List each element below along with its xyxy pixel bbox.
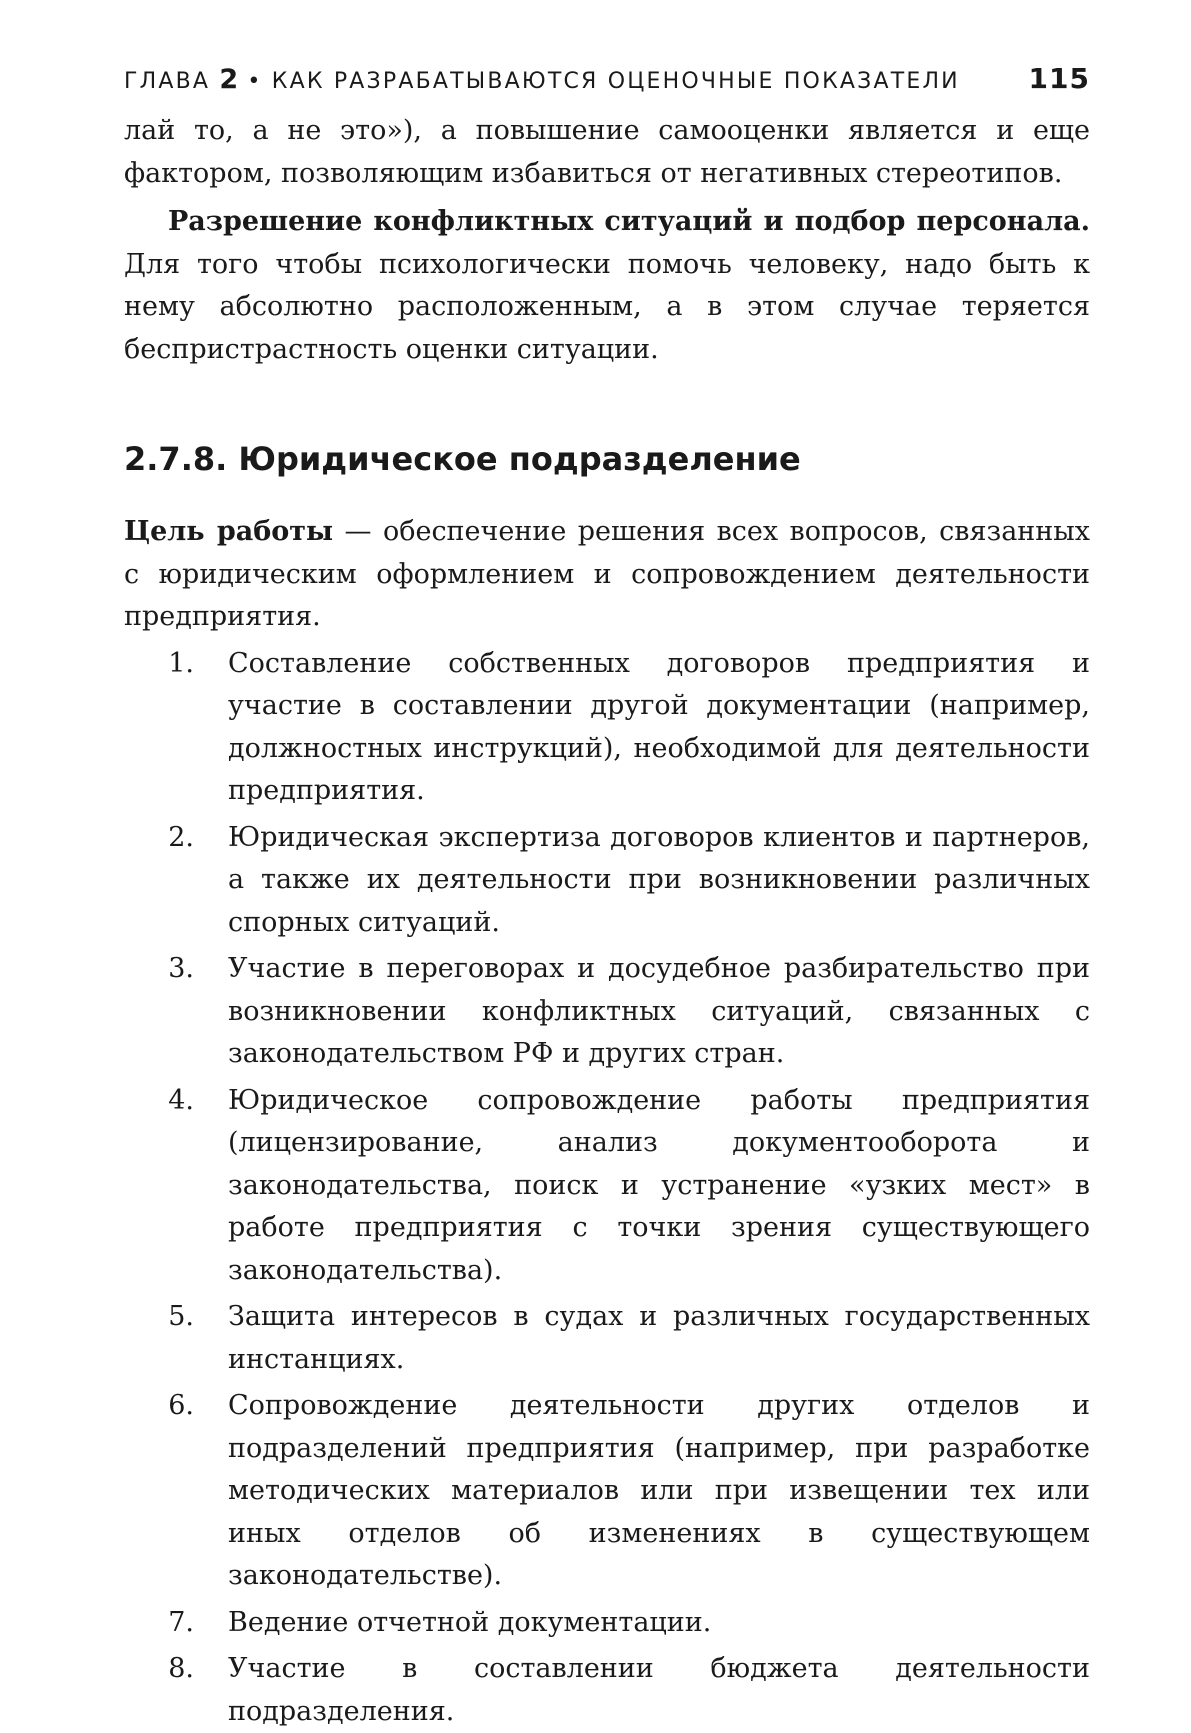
list-item bbox=[124, 817, 1090, 945]
list-item bbox=[124, 948, 1090, 1076]
header-separator: • bbox=[247, 69, 262, 94]
paragraph-lead-bold: Разрешение конфликтных ситуаций и подбор персонала. bbox=[168, 206, 1090, 237]
list-item-text: Сопровождение деятельности других отделов и подразделений предприятия (например, при разработке методических материалов или при извещении тех или иных отделов об изменениях в существующем законодательстве). bbox=[228, 1385, 1090, 1598]
list-item-number: 5. bbox=[124, 1296, 228, 1381]
list-item bbox=[124, 1602, 1090, 1645]
goal-label: Цель работы bbox=[124, 516, 333, 547]
duties-list bbox=[124, 643, 1090, 1733]
section-title: 2.7.8. Юридическое подразделение bbox=[124, 437, 1090, 481]
list-item-text: Защита интересов в судах и различных государственных инстанциях. bbox=[228, 1296, 1090, 1381]
chapter-number: 2 bbox=[219, 64, 238, 95]
running-header bbox=[124, 62, 1090, 102]
list-item-number: 2. bbox=[124, 817, 228, 945]
paragraph-body: Для того чтобы психологически помочь человеку, надо быть к нему абсолютно расположенным, а в этом случае теряется беспристрастность оценки ситуации. bbox=[124, 249, 1090, 365]
list-item-number: 3. bbox=[124, 948, 228, 1076]
intro-paragraph-conflicts bbox=[124, 201, 1090, 371]
goal-paragraph bbox=[124, 511, 1090, 639]
list-item-text: Участие в составлении бюджета деятельности подразделения. bbox=[228, 1648, 1090, 1733]
chapter-prefix: ГЛАВА bbox=[124, 69, 210, 94]
list-item-text: Ведение отчетной документации. bbox=[228, 1602, 1090, 1645]
list-item bbox=[124, 1296, 1090, 1381]
list-item bbox=[124, 1648, 1090, 1733]
list-item bbox=[124, 643, 1090, 813]
list-item-text: Составление собственных договоров предприятия и участие в составлении другой документации (например, должностных инструкций), необходимой для деятельности предприятия. bbox=[228, 643, 1090, 813]
list-item bbox=[124, 1385, 1090, 1598]
goal-text: — обеспечение решения всех вопросов, связанных с юридическим оформлением и сопровождением деятельности предприятия. bbox=[124, 516, 1090, 632]
list-item-text: Юридическая экспертиза договоров клиентов и партнеров, а также их деятельности при возникновении различных спорных ситуаций. bbox=[228, 817, 1090, 945]
list-item-number: 1. bbox=[124, 643, 228, 813]
list-item-number: 7. bbox=[124, 1602, 228, 1645]
book-page bbox=[124, 62, 1090, 1733]
list-item-text: Юридическое сопровождение работы предприятия (лицензирование, анализ документооборота и законодательства, поиск и устранение «узких мест» в работе предприятия с точки зрения существующего законодательства). bbox=[228, 1080, 1090, 1293]
list-item-number: 4. bbox=[124, 1080, 228, 1293]
page-number: 115 bbox=[1029, 62, 1090, 95]
intro-paragraph-continued: лай то, а не это»), а повышение самооценки является и еще фактором, позволяющим избавиться от негативных стереотипов. bbox=[124, 110, 1090, 195]
list-item-number: 6. bbox=[124, 1385, 228, 1598]
list-item-text: Участие в переговорах и досудебное разбирательство при возникновении конфликтных ситуаций, связанных с законодательством РФ и других стран. bbox=[228, 948, 1090, 1076]
chapter-title: КАК РАЗРАБАТЫВАЮТСЯ ОЦЕНОЧНЫЕ ПОКАЗАТЕЛИ bbox=[272, 69, 960, 94]
chapter-heading bbox=[124, 64, 960, 95]
list-item-number: 8. bbox=[124, 1648, 228, 1733]
list-item bbox=[124, 1080, 1090, 1293]
